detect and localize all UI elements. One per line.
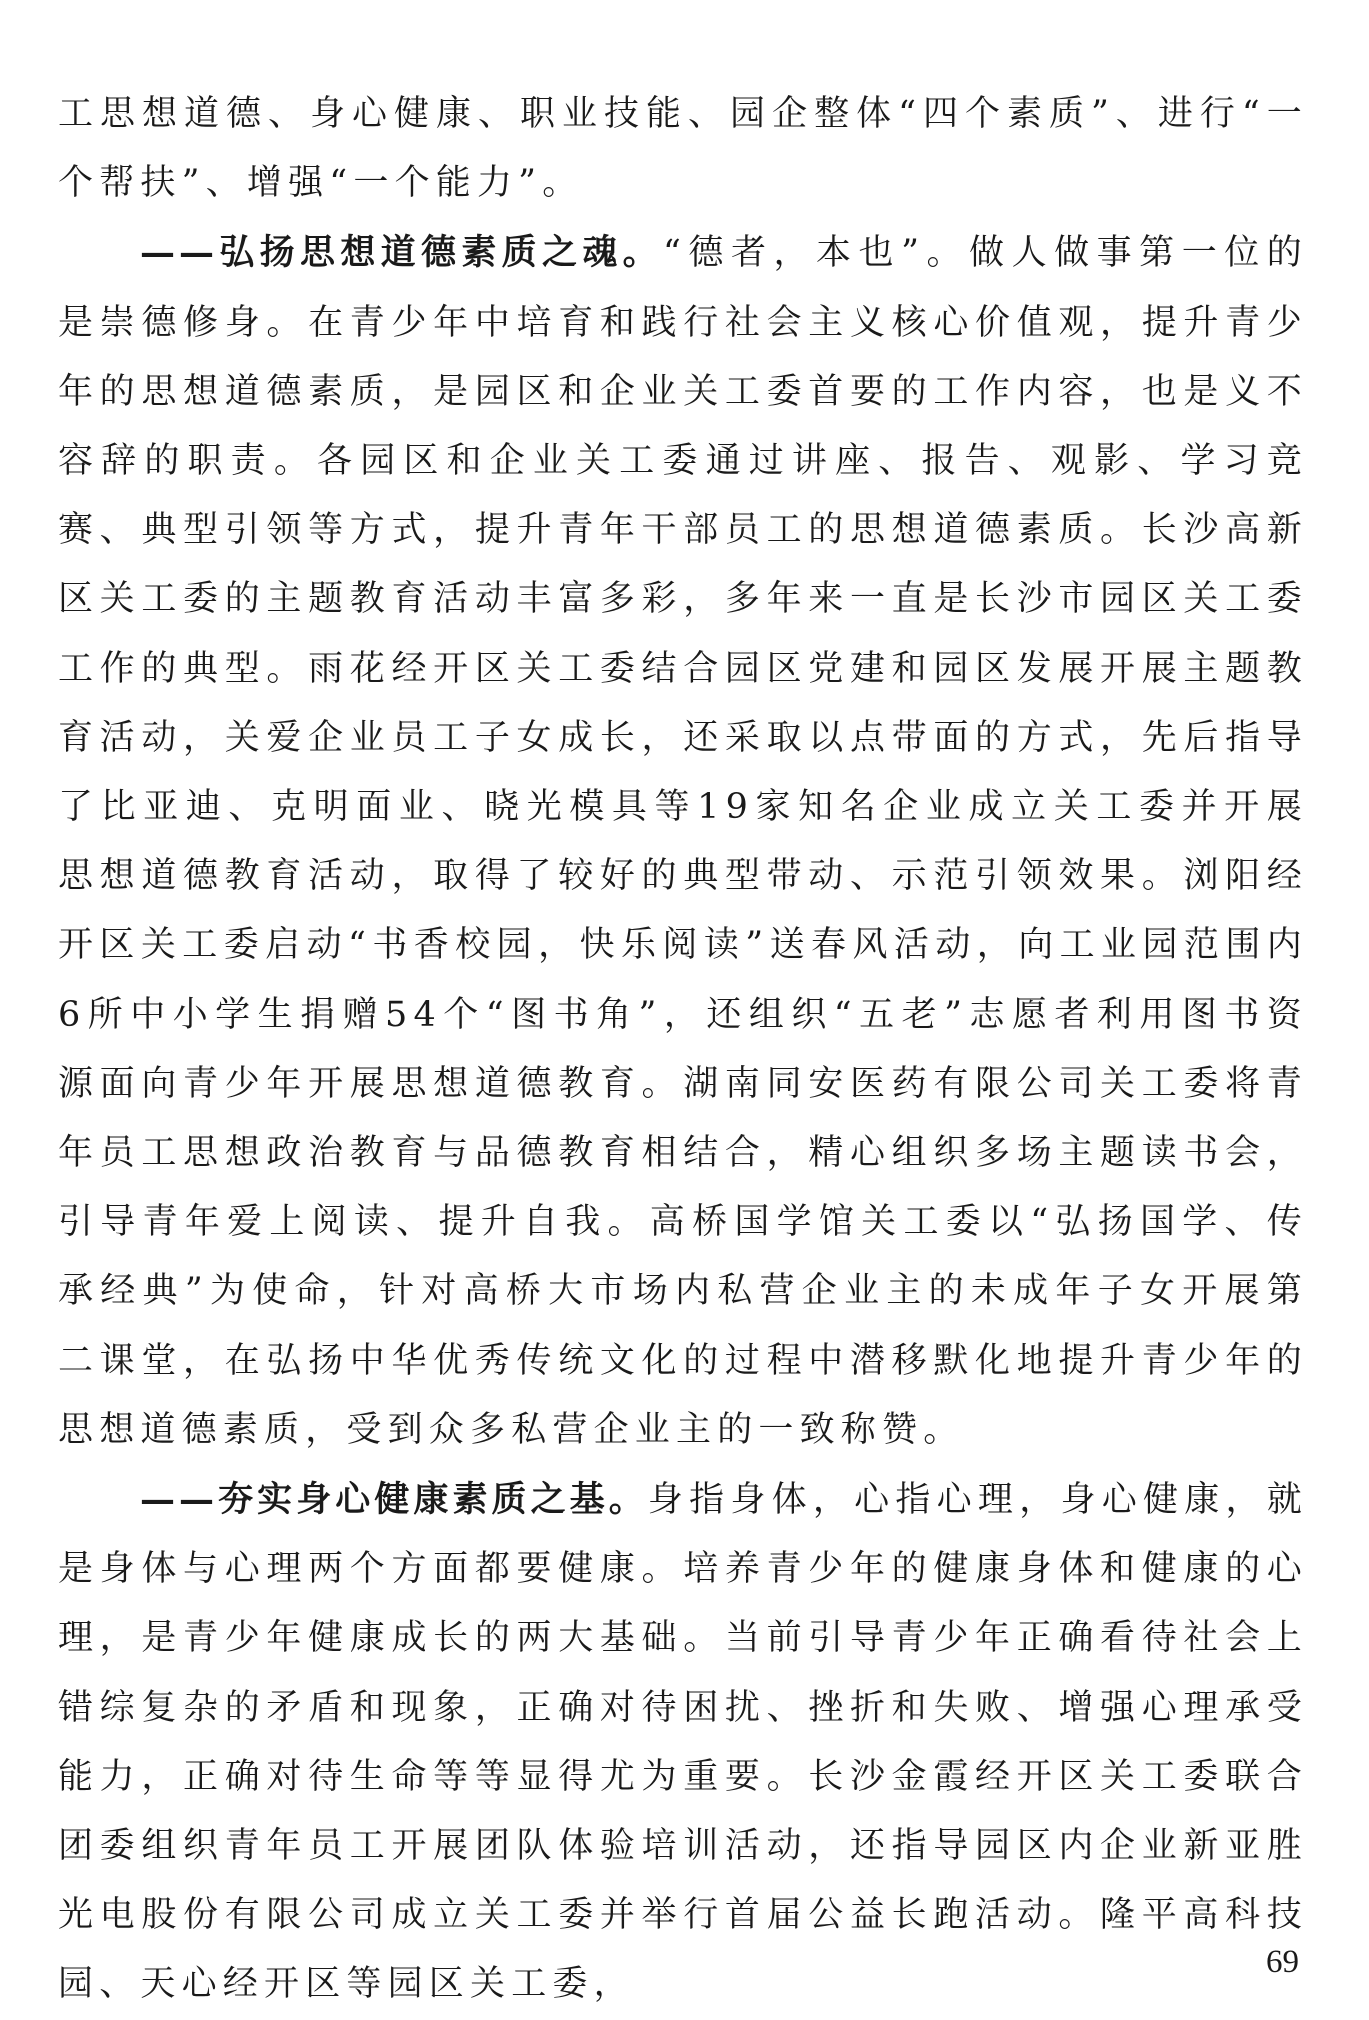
paragraph-intro xyxy=(58,80,1308,218)
body-text xyxy=(58,80,1308,2020)
paragraph-health-quality xyxy=(58,1465,1308,2020)
section-heading-moral: ——弘扬思想道德素质之魂。 xyxy=(140,232,663,274)
paragraph-health-text: 身指身体，心指心理，身心健康，就是身体与心理两个方面都要健康。培养青少年的健康身体和健康的心理，是青少年健康成长的两大基础。当前引导青少年正确看待社会上错综复杂的矛盾和现象，正确对待困扰、挫折和失败、增强心理承受能力，正确对待生命等等显得尤为重要。长沙金霞经开区关工委联合团委组织青年员工开展团队体验培训活动，还指导园区内企业新亚胜光电股份有限公司成立关工委并举行首届公益长跑活动。隆平高科技园、天心经开区等园区关工委， xyxy=(58,1480,1308,2005)
section-heading-health: ——夯实身心健康素质之基。 xyxy=(140,1479,648,1521)
paragraph-moral-quality xyxy=(58,218,1308,1465)
paragraph-moral-text: “德者，本也”。做人做事第一位的是崇德修身。在青少年中培育和践行社会主义核心价值观，提升青少年的思想道德素质，是园区和企业关工委首要的工作内容，也是义不容辞的职责。各园区和企业关工委通过讲座、报告、观影、学习竞赛、典型引领等方式，提升青年干部员工的思想道德素质。长沙高新区关工委的主题教育活动丰富多彩，多年来一直是长沙市园区关工委工作的典型。雨花经开区关工委结合园区党建和园区发展开展主题教育活动，关爱企业员工子女成长，还采取以点带面的方式，先后指导了比亚迪、克明面业、晓光模具等19家知名企业成立关工委并开展思想道德教育活动，取得了较好的典型带动、示范引领效果。浏阳经开区关工委启动“书香校园，快乐阅读”送春风活动，向工业园范围内6所中小学生捐赠54个“图书角”，还组织“五老”志愿者利用图书资源面向青少年开展思想道德教育。湖南同安医药有限公司关工委将青年员工思想政治教育与品德教育相结合，精心组织多场主题读书会，引导青年爱上阅读、提升自我。高桥国学馆关工委以“弘扬国学、传承经典”为使命，针对高桥大市场内私营企业主的未成年子女开展第二课堂，在弘扬中华优秀传统文化的过程中潜移默化地提升青少年的思想道德素质，受到众多私营企业主的一致称赞。 xyxy=(58,233,1308,1450)
page-number: 69 xyxy=(1266,1944,1299,1980)
paragraph-intro-text: 工思想道德、身心健康、职业技能、园企整体“四个素质”、进行“一个帮扶”、增强“一个能力”。 xyxy=(58,94,1308,204)
